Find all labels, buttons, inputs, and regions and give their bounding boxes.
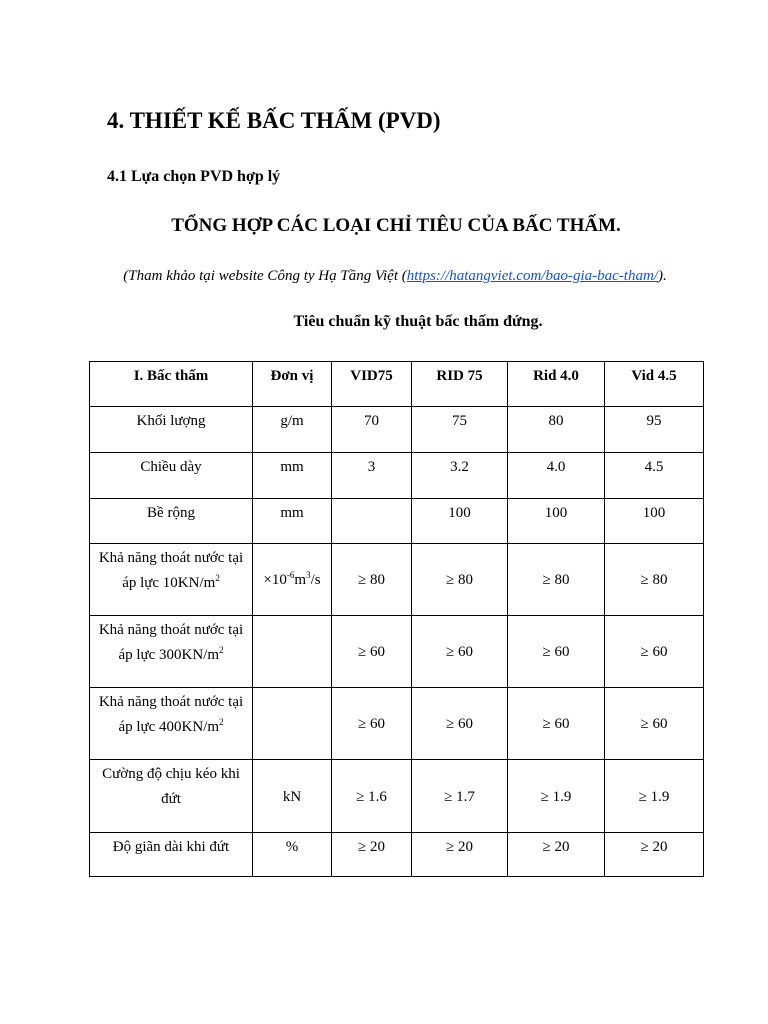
row-label: Độ giãn dài khi đứt [90,833,253,877]
superscript: 2 [219,645,224,655]
value-cell: ≥ 20 [605,833,704,877]
row-unit [253,544,332,616]
value-cell: ≥ 60 [508,688,605,760]
row-unit: mm [253,453,332,499]
reference-prefix: (Tham khảo tại website Công ty Hạ Tầng Việt ( [123,268,407,284]
value-cell: 3 [332,453,412,499]
row-unit: % [253,833,332,877]
superscript: 2 [215,573,220,583]
value-cell: 4.5 [605,453,704,499]
value-cell: ≥ 60 [508,616,605,688]
header-cell: Đơn vị [253,362,332,407]
value-cell: ≥ 1.7 [412,760,508,833]
superscript: 2 [219,717,224,727]
unit-part: m [294,572,307,588]
superscript: 3 [306,570,311,580]
table-row [90,499,704,544]
value-cell: ≥ 80 [605,544,704,616]
unit-part: ×10 [263,572,287,588]
value-cell: ≥ 1.9 [508,760,605,833]
row-label-text: Khả năng thoát nước tại áp lực 300KN/m [98,622,244,663]
value-cell: ≥ 80 [332,544,412,616]
value-cell: 80 [508,407,605,453]
table-row [90,407,704,453]
reference-note [0,268,768,285]
row-label [90,616,253,688]
value-cell: ≥ 60 [605,688,704,760]
value-cell: 4.0 [508,453,605,499]
reference-suffix: ). [657,268,667,284]
value-cell: ≥ 1.6 [332,760,412,833]
value-cell [332,499,412,544]
value-cell: ≥ 1.9 [605,760,704,833]
value-cell: ≥ 60 [605,616,704,688]
row-unit: g/m [253,407,332,453]
row-label-text: Khả năng thoát nước tại áp lực 400KN/m [98,694,244,735]
row-label [90,688,253,760]
value-cell: ≥ 80 [412,544,508,616]
row-label-text: Khả năng thoát nước tại áp lực 10KN/m [98,550,244,591]
row-label: Chiều dày [90,453,253,499]
reference-link[interactable]: https://hatangviet.com/bao-gia-bac-tham/ [406,268,658,284]
value-cell: 70 [332,407,412,453]
table-row [90,833,704,877]
table-caption: Tiêu chuẩn kỹ thuật bấc thấm đứng. [293,313,543,330]
row-unit: mm [253,499,332,544]
value-cell: 95 [605,407,704,453]
header-cell: Rid 4.0 [508,362,605,407]
header-cell: VID75 [332,362,412,407]
value-cell: ≥ 60 [332,688,412,760]
section-heading: 4. THIẾT KẾ BẤC THẤM (PVD) [107,108,441,133]
value-cell: 100 [508,499,605,544]
row-unit [253,688,332,760]
table-row [90,453,704,499]
row-label: Cường độ chịu kéo khi đứt [90,760,253,833]
spec-table [89,361,704,877]
unit-part: /s [310,572,321,588]
value-cell: ≥ 60 [412,616,508,688]
table-row [90,760,704,833]
value-cell: ≥ 60 [332,616,412,688]
table-row [90,688,704,760]
value-cell: ≥ 20 [332,833,412,877]
value-cell: ≥ 20 [412,833,508,877]
value-cell: 100 [605,499,704,544]
table-header-row [90,362,704,407]
row-unit [253,616,332,688]
subsection-heading: 4.1 Lựa chọn PVD hợp lý [107,168,281,185]
row-label [90,544,253,616]
value-cell: 75 [412,407,508,453]
value-cell: 100 [412,499,508,544]
row-unit: kN [253,760,332,833]
table-row [90,544,704,616]
value-cell: 3.2 [412,453,508,499]
row-label: Khối lượng [90,407,253,453]
superscript: -6 [286,570,295,580]
value-cell: ≥ 80 [508,544,605,616]
header-cell: RID 75 [412,362,508,407]
value-cell: ≥ 20 [508,833,605,877]
header-cell: Vid 4.5 [605,362,704,407]
header-cell: I. Bấc thấm [90,362,253,407]
row-label: Bề rộng [90,499,253,544]
document-title: TỔNG HỢP CÁC LOẠI CHỈ TIÊU CỦA BẤC THẤM. [171,215,621,236]
value-cell: ≥ 60 [412,688,508,760]
table-row [90,616,704,688]
